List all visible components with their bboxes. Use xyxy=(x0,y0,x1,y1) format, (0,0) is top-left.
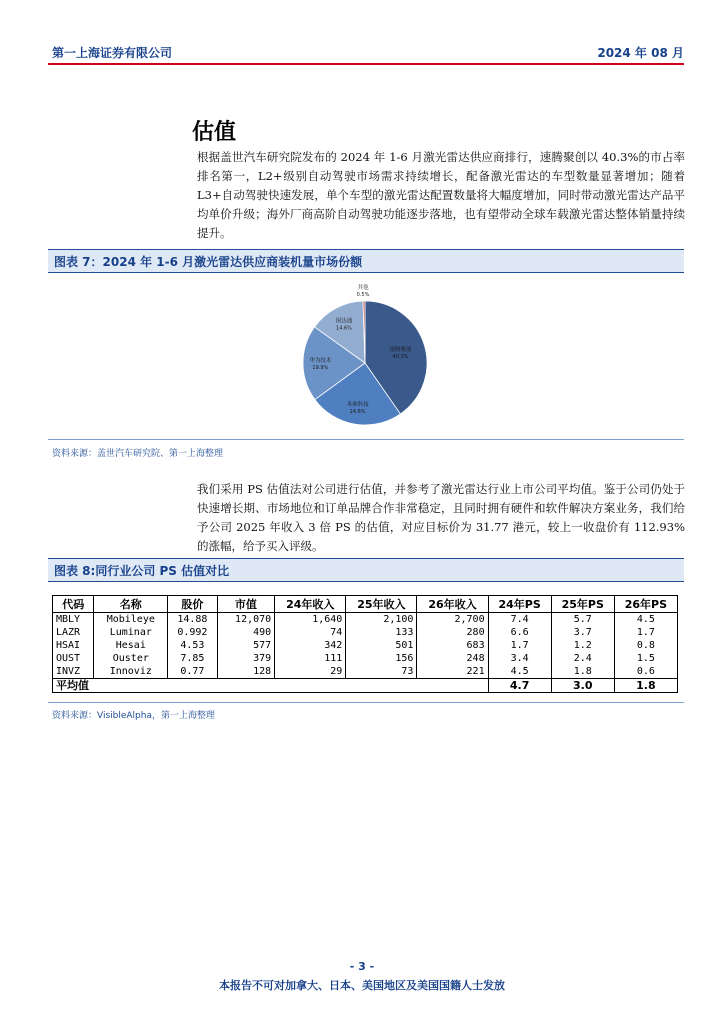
table-cell: 248 xyxy=(417,652,488,665)
pie-value-label: 14.6% xyxy=(336,325,352,332)
table-cell: 683 xyxy=(417,639,488,652)
pie-value-label: 0.5% xyxy=(356,292,370,298)
table-cell: 29 xyxy=(275,665,346,679)
table-cell: 4.53 xyxy=(168,639,218,652)
footer-disclaimer: 本报告不可对加拿大、日本、美国地区及美国国籍人士发放 xyxy=(219,979,505,992)
table-cell: 14.88 xyxy=(168,613,218,627)
col-header: 26年PS xyxy=(614,596,677,613)
col-header: 26年收入 xyxy=(417,596,488,613)
table-cell: 1.8 xyxy=(551,665,614,679)
table-cell: 3.4 xyxy=(488,652,551,665)
col-header: 24年收入 xyxy=(275,596,346,613)
table-cell: 1.7 xyxy=(614,626,677,639)
table-cell: 7.4 xyxy=(488,613,551,627)
table-cell: 221 xyxy=(417,665,488,679)
figure7-source-divider xyxy=(48,439,684,440)
table-cell: 12,070 xyxy=(217,613,275,627)
average-label: 平均值 xyxy=(53,679,489,693)
table-cell: INVZ xyxy=(53,665,94,679)
table-cell: 156 xyxy=(346,652,417,665)
pie-value-label: 24.6% xyxy=(349,409,366,416)
figure7-source: 资料来源：盖世汽车研究院、第一上海整理 xyxy=(52,449,224,459)
table-cell: 6.6 xyxy=(488,626,551,639)
pie-label: 其他 xyxy=(357,285,369,291)
table-cell: 74 xyxy=(275,626,346,639)
table-row xyxy=(53,613,678,627)
table-cell: 3.7 xyxy=(551,626,614,639)
table-average-row xyxy=(53,679,678,693)
table-cell: 4.5 xyxy=(614,613,677,627)
table-cell: 2,100 xyxy=(346,613,417,627)
table-cell: 1.7 xyxy=(488,639,551,652)
header-date: 2024 年 08 月 xyxy=(597,46,684,60)
table-cell: LAZR xyxy=(53,626,94,639)
table-cell: 5.7 xyxy=(551,613,614,627)
table-cell: 133 xyxy=(346,626,417,639)
table-cell: MBLY xyxy=(53,613,94,627)
table-cell: 2.4 xyxy=(551,652,614,665)
table-row xyxy=(53,626,678,639)
table-cell: 490 xyxy=(217,626,275,639)
table-cell: 577 xyxy=(217,639,275,652)
table-cell: 73 xyxy=(346,665,417,679)
col-header: 市值 xyxy=(217,596,275,613)
header-company: 第一上海证券有限公司 xyxy=(52,46,173,60)
table-row xyxy=(53,652,678,665)
table-row xyxy=(53,665,678,679)
figure7-title: 图表 7：2024 年 1-6 月激光雷达供应商装机量市场份额 xyxy=(48,249,684,273)
figure8-title: 图表 8:同行业公司 PS 估值对比 xyxy=(48,558,684,582)
table-cell: Mobileye xyxy=(94,613,168,627)
table-cell: 0.8 xyxy=(614,639,677,652)
table-cell: 280 xyxy=(417,626,488,639)
table-cell: 0.77 xyxy=(168,665,218,679)
table-cell: Ouster xyxy=(94,652,168,665)
table-cell: 2,700 xyxy=(417,613,488,627)
table-cell: Innoviz xyxy=(94,665,168,679)
ps-valuation-table xyxy=(52,595,678,693)
col-header: 25年收入 xyxy=(346,596,417,613)
col-header: 24年PS xyxy=(488,596,551,613)
table-cell: OUST xyxy=(53,652,94,665)
table-cell: 0.6 xyxy=(614,665,677,679)
table-cell: 111 xyxy=(275,652,346,665)
page-number: - 3 - xyxy=(349,960,375,973)
pie-label: 华为技术 xyxy=(309,358,332,365)
pie-label: 图达通 xyxy=(335,318,353,325)
average-cell: 4.7 xyxy=(488,679,551,693)
paragraph-valuation: 我们采用 PS 估值法对公司进行估值，并参考了激光雷达行业上市公司平均值。鉴于公司仍处于快速增长期、市场地位和订单品牌合作非常稳定，且同时拥有硬件和软件解决方案业务，我们给予公司 2025 年收入 3 倍 PS 的估值，对应目标价为 31.77 港元，较上一收盘价有 112.93%的涨幅，给予买入评级。 xyxy=(197,482,685,553)
col-header: 25年PS xyxy=(551,596,614,613)
table-cell: 1,640 xyxy=(275,613,346,627)
table-cell: 342 xyxy=(275,639,346,652)
figure8-source: 资料来源：VisibleAlpha，第一上海整理 xyxy=(52,711,215,721)
header-divider xyxy=(48,63,684,65)
table-header-row xyxy=(53,596,678,613)
average-cell: 1.8 xyxy=(614,679,677,693)
col-header: 代码 xyxy=(53,596,94,613)
table-cell: 128 xyxy=(217,665,275,679)
table-cell: Hesai xyxy=(94,639,168,652)
table-cell: HSAI xyxy=(53,639,94,652)
table-cell: 1.2 xyxy=(551,639,614,652)
table-cell: 1.5 xyxy=(614,652,677,665)
section-title: 估值 xyxy=(192,120,237,145)
table-cell: Luminar xyxy=(94,626,168,639)
table-cell: 7.85 xyxy=(168,652,218,665)
figure8-source-divider xyxy=(48,702,684,703)
table-row xyxy=(53,639,678,652)
average-cell: 3.0 xyxy=(551,679,614,693)
table-cell: 0.992 xyxy=(168,626,218,639)
col-header: 名称 xyxy=(94,596,168,613)
pie-label: 速腾聚创 xyxy=(389,346,412,353)
paragraph-market-share: 根据盖世汽车研究院发布的 2024 年 1-6 月激光雷达供应商排行，速腾聚创以 40.3%的市占率排名第一，L2+级别自动驾驶市场需求持续增长，配备激光雷达的车型数量显著增加；随着 L3+自动驾驶快速发展，单个车型的激光雷达配置数量将大幅度增加，同时带动激光雷达产品平均单价升级；海外厂商高阶自动驾驶功能逐步落地，也有望带动全球车载激光雷达整体销量持续提升。 xyxy=(197,150,685,240)
table-cell: 501 xyxy=(346,639,417,652)
col-header: 股价 xyxy=(168,596,218,613)
market-share-pie-chart xyxy=(290,280,440,430)
table-cell: 4.5 xyxy=(488,665,551,679)
pie-label: 禾赛科技 xyxy=(346,402,369,409)
pie-value-label: 40.3% xyxy=(392,353,409,360)
pie-value-label: 19.9% xyxy=(312,365,329,372)
table-cell: 379 xyxy=(217,652,275,665)
